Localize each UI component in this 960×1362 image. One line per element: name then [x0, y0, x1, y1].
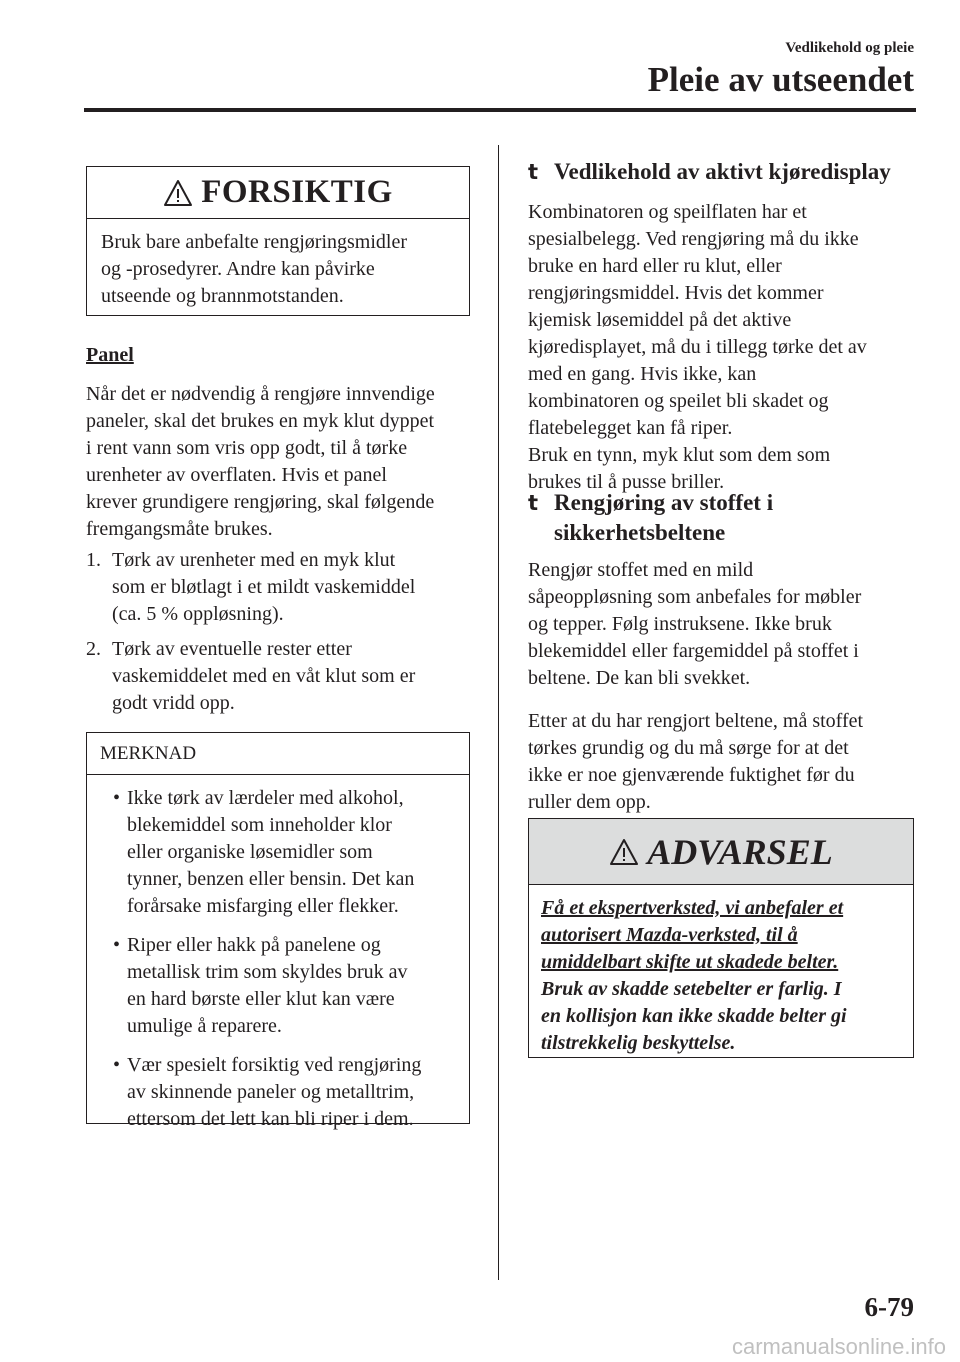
text-line: ikke er noe gjenværende fuktighet før du	[528, 764, 855, 786]
text-line: paneler, skal det brukes en myk klut dyppet	[86, 410, 434, 432]
caution-title: FORSIKTIG	[201, 174, 393, 210]
text-line: Når det er nødvendig å rengjøre innvendige	[86, 383, 435, 405]
caution-header	[87, 167, 469, 219]
warning-text	[529, 885, 913, 1067]
text-line: spesialbelegg. Ved rengjøring må du ikke	[528, 228, 859, 250]
text-line: med en gang. Hvis ikke, kan	[528, 363, 757, 385]
warning-box	[528, 818, 914, 1058]
note-line: eller organiske løsemidler som	[127, 841, 373, 863]
section-label: Vedlikehold og pleie	[785, 40, 914, 56]
text-line: beltene. De kan bli svekket.	[528, 667, 751, 689]
text-line: ruller dem opp.	[528, 791, 651, 813]
warning-line: Bruk av skadde setebelter er farlig. I	[541, 978, 842, 1000]
step-line: vaskemiddelet med en våt klut som er	[112, 665, 416, 687]
text-line: urenheter av overflaten. Hvis et panel	[86, 464, 387, 486]
warning-line: tilstrekkelig beskyttelse.	[541, 1032, 736, 1054]
text-line: krever grundigere rengjøring, skal følgende	[86, 491, 435, 513]
belts-heading	[528, 488, 928, 548]
note-line: av skinnende paneler og metalltrim,	[127, 1081, 415, 1103]
bullet-icon: •	[113, 1054, 121, 1076]
section-marker-icon: t	[528, 491, 539, 515]
chapter-title: Pleie av utseendet	[647, 60, 914, 99]
hud-heading	[528, 157, 928, 187]
step-line: (ca. 5 % oppløsning).	[112, 603, 284, 625]
note-line: Vær spesielt forsiktig ved rengjøring	[127, 1054, 422, 1076]
note-box	[86, 732, 470, 1130]
belts-heading-text: Rengjøring av stoffet i	[554, 490, 774, 515]
text-line: tørkes grundig og du må sørge for at det	[528, 737, 849, 759]
text-line: Rengjør stoffet med en mild	[528, 559, 754, 581]
warning-line: en kollisjon kan ikke skadde belter gi	[541, 1005, 847, 1027]
page-number: 6-79	[864, 1292, 914, 1322]
caution-text	[87, 219, 469, 320]
step-line: som er bløtlagt i et mildt vaskemiddel	[112, 576, 416, 598]
note-item	[101, 932, 455, 1040]
text-line: fremgangsmåte brukes.	[86, 518, 273, 540]
caution-line: og -prosedyrer. Andre kan påvirke	[101, 258, 375, 280]
text-line: såpeoppløsning som anbefales for møbler	[528, 586, 862, 608]
panel-heading: Panel	[86, 344, 134, 366]
note-line: metallisk trim som skyldes bruk av	[127, 961, 408, 983]
step-number: 1.	[86, 549, 101, 571]
text-line: i rent vann som vris opp godt, til å tørke	[86, 437, 408, 459]
warning-line: Få et ekspertverksted, vi anbefaler et	[541, 897, 844, 919]
text-line: bruke en hard eller ru klut, eller	[528, 255, 782, 277]
text-line: brukes til å pusse briller.	[528, 471, 725, 493]
note-item	[101, 785, 455, 920]
header-rule	[84, 108, 916, 112]
step-number: 2.	[86, 638, 101, 660]
caution-line: Bruk bare anbefalte rengjøringsmidler	[101, 231, 407, 253]
warning-header	[529, 819, 913, 885]
step-item	[86, 636, 512, 717]
step-line: Tørk av urenheter med en myk klut	[112, 549, 396, 571]
belts-heading-text: sikkerhetsbeltene	[554, 520, 726, 545]
step-line: godt vridd opp.	[112, 692, 235, 714]
note-line: umulige å reparere.	[127, 1015, 282, 1037]
panel-paragraph	[86, 381, 486, 543]
belts-paragraph	[528, 557, 928, 692]
text-line: kombinatoren og speilet bli skadet og	[528, 390, 829, 412]
note-line: Riper eller hakk på panelene og	[127, 934, 381, 956]
note-item	[101, 1052, 455, 1133]
warning-title: ADVARSEL	[647, 831, 833, 872]
text-line: og tepper. Følg instruksene. Ikke bruk	[528, 613, 832, 635]
text-line: flatebelegget kan få riper.	[528, 417, 733, 439]
text-line: Kombinatoren og speilflaten har et	[528, 201, 807, 223]
text-line: rengjøringsmiddel. Hvis det kommer	[528, 282, 824, 304]
bullet-icon: •	[113, 934, 121, 956]
text-line: kjøredisplayet, må du i tillegg tørke det av	[528, 336, 867, 358]
hud-heading-text: Vedlikehold av aktivt kjøredisplay	[554, 159, 891, 184]
note-title: MERKNAD	[100, 742, 197, 764]
note-line: Ikke tørk av lærdeler med alkohol,	[127, 787, 404, 809]
warning-line: autorisert Mazda-verksted, til å	[541, 924, 798, 946]
text-line: Etter at du har rengjort beltene, må stoffet	[528, 710, 864, 732]
step-line: Tørk av eventuelle rester etter	[112, 638, 352, 660]
text-line: kjemisk løsemiddel på det aktive	[528, 309, 792, 331]
warning-line: umiddelbart skifte ut skadede belter.	[541, 951, 839, 973]
caution-line: utseende og brannmotstanden.	[101, 285, 344, 307]
note-line: forårsake misfarging eller flekker.	[127, 895, 399, 917]
note-line: blekemiddel som inneholder klor	[127, 814, 392, 836]
note-line: ettersom det lett kan bli riper i dem.	[127, 1108, 414, 1130]
section-marker-icon: t	[528, 160, 539, 184]
hud-paragraph	[528, 199, 928, 496]
bullet-icon: •	[113, 787, 121, 809]
note-line: en hard børste eller klut kan være	[127, 988, 395, 1010]
text-line: Bruk en tynn, myk klut som dem som	[528, 444, 831, 466]
text-line: blekemiddel eller fargemiddel på stoffet i	[528, 640, 859, 662]
note-header	[87, 733, 469, 775]
warning-triangle-icon	[163, 178, 193, 208]
note-line: tynner, benzen eller bensin. Det kan	[127, 868, 415, 890]
belts-paragraph	[528, 708, 928, 816]
note-list	[87, 775, 469, 1133]
warning-triangle-icon	[609, 837, 639, 867]
caution-box	[86, 166, 470, 316]
step-item	[86, 547, 512, 628]
watermark: carmanualsonline.info	[731, 1334, 946, 1359]
